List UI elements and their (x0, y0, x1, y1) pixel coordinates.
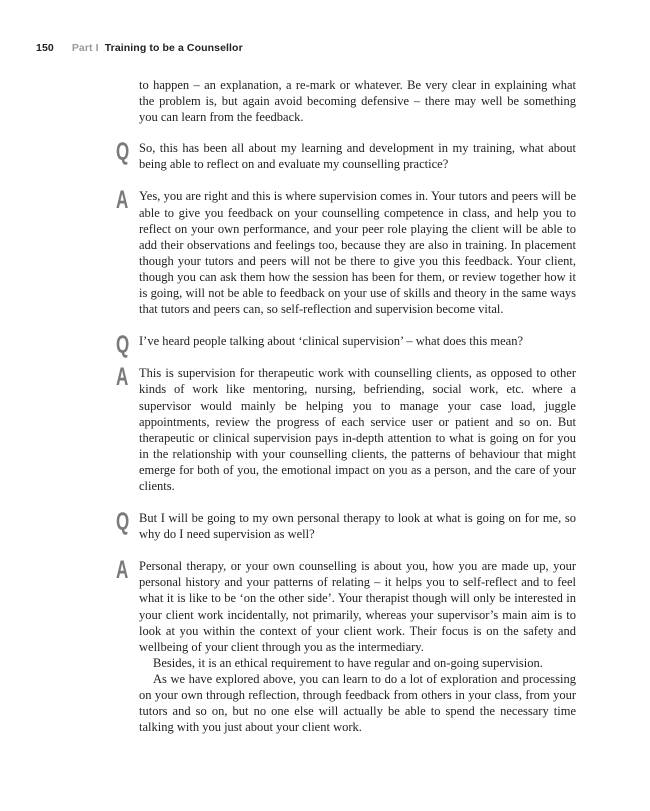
answer-marker: A (116, 363, 129, 392)
text-column (116, 77, 576, 735)
question-text-3: But I will be going to my own personal therapy to look at what is going on for me, so why do I need supervision as well? (139, 511, 576, 542)
question-block-1 (116, 138, 576, 172)
answer-block-2 (116, 363, 576, 494)
question-marker: Q (116, 138, 130, 167)
answer-text-3-paragraph-1: Personal therapy, or your own counselling is about you, how you are made up, your personal history and your patterns of relating – it helps you to self-reflect and to feel what it is like to be ‘on the other side’. Your therapist though will only be interested in your client work incidentally, not primarily, whereas your supervisor’s main aim is to look at you within the context of your client work. Their focus is on the safety and wellbeing of your client through you as the intermediary. (139, 559, 576, 654)
question-block-3 (116, 508, 576, 542)
answer-block-3 (116, 556, 576, 735)
running-head (36, 42, 243, 54)
chapter-title: Training to be a Counsellor (104, 42, 243, 54)
answer-marker: A (116, 186, 129, 215)
question-marker: Q (116, 331, 130, 360)
answer-text-3-paragraph-2: Besides, it is an ethical requirement to have regular and on-going supervision. (153, 655, 543, 670)
question-text-2: I’ve heard people talking about ‘clinical supervision’ – what does this mean? (139, 334, 524, 349)
answer-block-1 (116, 186, 576, 317)
page-number: 150 (36, 42, 54, 54)
intro-paragraph: to happen – an explanation, a re-mark or whatever. Be very clear in explaining what the problem is, but again avoid becoming defensive – there may well be something you can learn from the feedback. (139, 78, 576, 125)
answer-marker: A (116, 556, 129, 585)
part-label: Part I (71, 42, 99, 54)
answer-text-2: This is supervision for therapeutic work with counselling clients, as opposed to other kinds of work like mentoring, nursing, befriending, social work, etc. where a supervisor would mainly be helping you to manage your case load, juggle appointments, review the progress of each service user or patient and so on. But therapeutic or clinical supervision pays in-depth attention to what is going on for you in the relationship with your counselling clients, the patterns of behaviour that might emerge for both of you, the emotional impact on you as a person, and the care of your clients. (139, 366, 576, 493)
answer-text-1: Yes, you are right and this is where supervision comes in. Your tutors and peers will be able to give you feedback on your counselling competence in class, and help you to reflect on your own performance, and your peer role playing the client will be able to add their observations and feelings too, because they are also in training. In placement though your tutors and peers will not be there to give you this feedback. Your client, though you can ask them how the session has been for them, or review together how it is going, will not be able to feedback on your use of skills and theory in the same ways that tutors and peers can, so self-reflection and supervision become vital. (139, 189, 576, 317)
answer-text-3-paragraph-3: As we have explored above, you can learn to do a lot of exploration and processing on your own through reflection, through feedback from others in your class, from your tutors and so on, but no one else will actually be able to spend the necessary time talking with you just about your client work. (139, 671, 576, 735)
question-block-2 (116, 331, 576, 360)
question-marker: Q (116, 508, 130, 537)
question-text-1: So, this has been all about my learning and development in my training, what about being able to reflect on and evaluate my counselling practice? (139, 141, 576, 172)
